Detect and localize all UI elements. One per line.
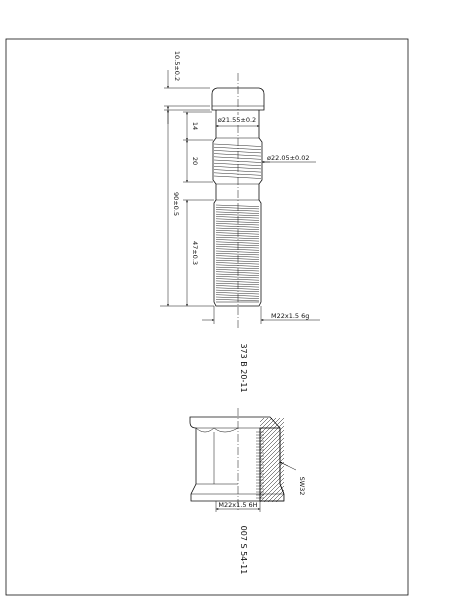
hatch-line xyxy=(260,494,284,518)
thread-line xyxy=(216,263,259,265)
flange-nut xyxy=(190,386,306,574)
thread-line xyxy=(214,154,261,157)
hatch-line xyxy=(260,398,284,422)
thread-line xyxy=(216,221,259,223)
thread-line xyxy=(216,205,259,207)
thread-line xyxy=(214,150,261,153)
thread-line xyxy=(216,260,259,262)
dim-dia-2: ø22.05±0.02 xyxy=(267,154,310,162)
thread-line xyxy=(216,244,259,246)
thread-line xyxy=(216,276,259,278)
thread-line xyxy=(214,176,261,179)
hatch-line xyxy=(260,406,284,430)
stud-part-number: 373 B 20-11 xyxy=(239,343,248,393)
hatch-line xyxy=(260,478,284,502)
stud-lower-threads xyxy=(216,205,259,301)
thread-line xyxy=(216,246,259,248)
thread-line xyxy=(214,170,261,173)
thread-line xyxy=(216,217,259,219)
thread-line xyxy=(216,297,259,299)
thread-line xyxy=(214,157,261,160)
thread-line xyxy=(214,147,261,150)
thread-line xyxy=(216,299,259,301)
dim-total: 90±0.5 xyxy=(172,191,180,217)
thread-line xyxy=(216,286,259,288)
thread-line xyxy=(216,295,259,297)
thread-line xyxy=(216,265,259,267)
thread-line xyxy=(216,279,259,281)
dim-dia-1: ø21.55±0.2 xyxy=(217,116,257,124)
thread-line xyxy=(216,212,259,214)
thread-line xyxy=(216,258,259,260)
thread-line xyxy=(216,214,259,216)
dim-mid: 20 xyxy=(191,156,199,166)
thread-line xyxy=(216,210,259,212)
thread-line xyxy=(214,160,261,163)
dim-top: 14 xyxy=(191,121,199,131)
thread-line xyxy=(216,240,259,242)
thread-line xyxy=(216,207,259,209)
thread-line xyxy=(216,226,259,228)
thread-line xyxy=(216,267,259,269)
stud-upper-threads xyxy=(214,144,261,179)
thread-line xyxy=(216,272,259,274)
thread-line xyxy=(214,163,261,166)
hatch-line xyxy=(260,390,284,414)
thread-line xyxy=(216,233,259,235)
thread-line xyxy=(216,281,259,283)
thread-line xyxy=(216,274,259,276)
stud-thread-callout: M22x1.5 6g xyxy=(271,312,310,320)
stud-bolt xyxy=(160,51,320,393)
thread-line xyxy=(216,256,259,258)
thread-line xyxy=(216,223,259,225)
thread-line xyxy=(216,290,259,292)
thread-line xyxy=(216,283,259,285)
hatch-line xyxy=(260,490,284,514)
hatch-line xyxy=(260,386,284,410)
thread-line xyxy=(216,269,259,271)
dim-thread-len: 47±0.3 xyxy=(191,240,199,266)
thread-line xyxy=(216,253,259,255)
nut-part-number: 007 S 54-11 xyxy=(239,525,248,575)
hatch-line xyxy=(260,394,284,418)
thread-line xyxy=(214,144,261,147)
thread-line xyxy=(214,173,261,176)
thread-line xyxy=(216,230,259,232)
thread-line xyxy=(216,228,259,230)
nut-thread-callout: M22x1.5 6H xyxy=(218,501,258,509)
thread-line xyxy=(216,288,259,290)
drawing-frame xyxy=(6,39,408,595)
dim-head-height: 10.5±0.2 xyxy=(173,50,181,82)
thread-line xyxy=(216,237,259,239)
thread-line xyxy=(216,219,259,221)
thread-line xyxy=(214,166,261,169)
hatch-line xyxy=(260,402,284,426)
thread-line xyxy=(216,242,259,244)
nut-wrench-size: SW32 xyxy=(298,476,306,496)
thread-line xyxy=(216,251,259,253)
thread-line xyxy=(216,249,259,251)
thread-line xyxy=(216,292,259,294)
thread-line xyxy=(216,235,259,237)
